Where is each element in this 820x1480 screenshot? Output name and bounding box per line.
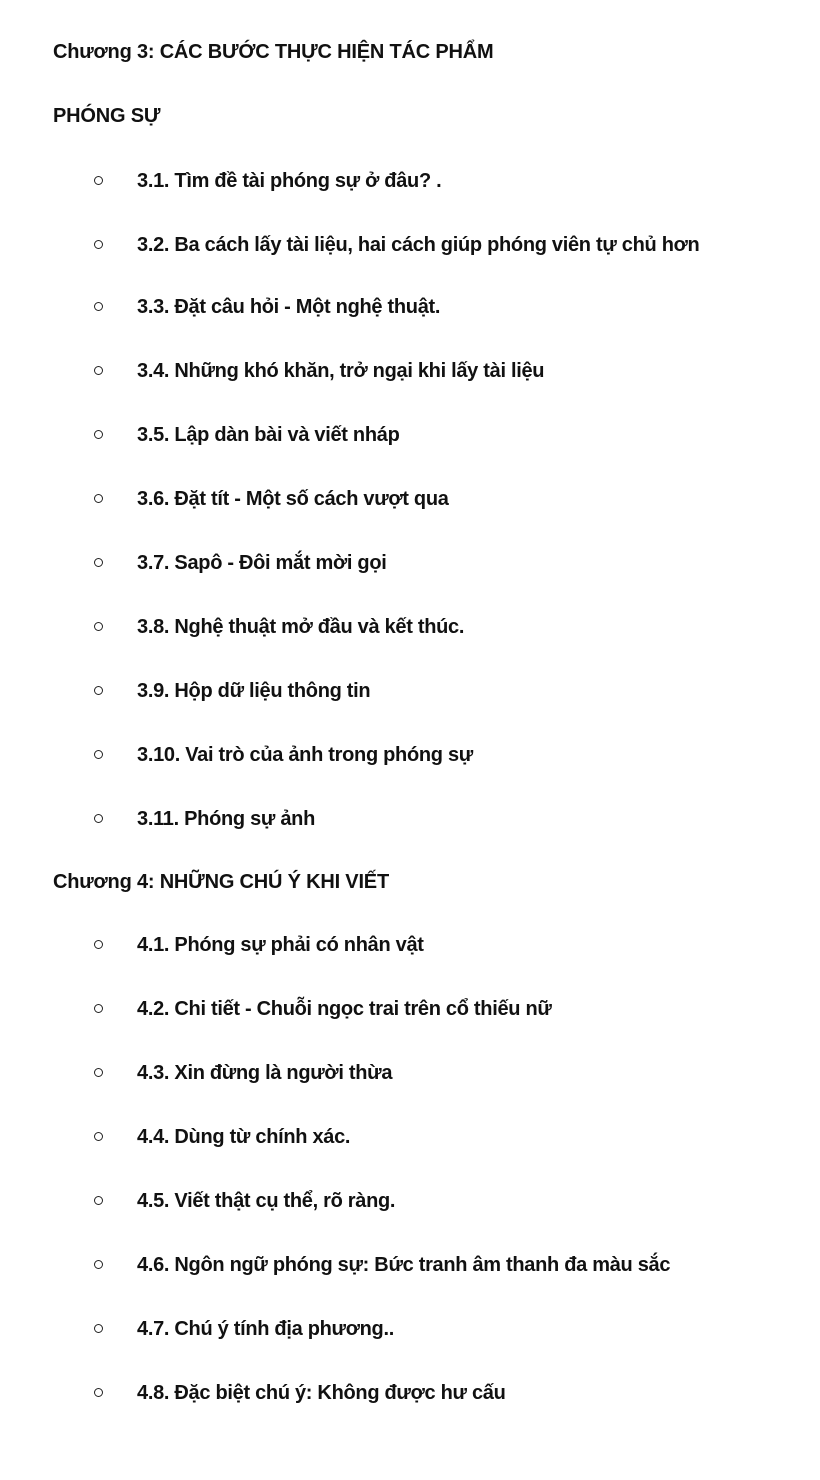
toc-item-label: 4.6. Ngôn ngữ phóng sự: Bức tranh âm thanh đa màu sắc [137, 1254, 671, 1276]
toc-item-label: 3.7. Sapô - Đôi mắt mời gọi [137, 552, 387, 574]
hollow-circle-bullet-icon [94, 1068, 103, 1077]
chapter-3-heading: Chương 3: CÁC BƯỚC THỰC HIỆN TÁC PHẨM [53, 41, 494, 63]
hollow-circle-bullet-icon [94, 494, 103, 503]
hollow-circle-bullet-icon [94, 1324, 103, 1333]
hollow-circle-bullet-icon [94, 814, 103, 823]
toc-item-label: 4.8. Đặc biệt chú ý: Không được hư cấu [137, 1382, 506, 1404]
hollow-circle-bullet-icon [94, 240, 103, 249]
toc-item-label: 3.1. Tìm đề tài phóng sự ở đâu? . [137, 170, 442, 192]
toc-item-label: 3.8. Nghệ thuật mở đầu và kết thúc. [137, 616, 465, 638]
hollow-circle-bullet-icon [94, 1388, 103, 1397]
hollow-circle-bullet-icon [94, 622, 103, 631]
toc-item-label: 4.7. Chú ý tính địa phương.. [137, 1318, 394, 1340]
hollow-circle-bullet-icon [94, 1132, 103, 1141]
toc-item-label: 4.5. Viết thật cụ thể, rõ ràng. [137, 1190, 396, 1212]
hollow-circle-bullet-icon [94, 302, 103, 311]
toc-item-label: 3.11. Phóng sự ảnh [137, 808, 316, 830]
hollow-circle-bullet-icon [94, 1196, 103, 1205]
toc-item-label: 3.5. Lập dàn bài và viết nháp [137, 424, 400, 446]
toc-item-label: 4.2. Chi tiết - Chuỗi ngọc trai trên cổ thiếu nữ [137, 998, 552, 1020]
toc-item-label: 4.3. Xin đừng là người thừa [137, 1062, 393, 1084]
hollow-circle-bullet-icon [94, 1260, 103, 1269]
hollow-circle-bullet-icon [94, 940, 103, 949]
toc-item-label: 4.1. Phóng sự phải có nhân vật [137, 934, 424, 956]
toc-item-label: 3.2. Ba cách lấy tài liệu, hai cách giúp phóng viên tự chủ hơn [137, 234, 700, 256]
chapter-3-heading-continued: PHÓNG SỰ [53, 105, 161, 127]
hollow-circle-bullet-icon [94, 750, 103, 759]
toc-item-label: 4.4. Dùng từ chính xác. [137, 1126, 351, 1148]
toc-item-label: 3.9. Hộp dữ liệu thông tin [137, 680, 371, 702]
toc-item-label: 3.10. Vai trò của ảnh trong phóng sự [137, 744, 473, 766]
hollow-circle-bullet-icon [94, 430, 103, 439]
hollow-circle-bullet-icon [94, 1004, 103, 1013]
hollow-circle-bullet-icon [94, 686, 103, 695]
hollow-circle-bullet-icon [94, 366, 103, 375]
hollow-circle-bullet-icon [94, 558, 103, 567]
toc-item-label: 3.3. Đặt câu hỏi - Một nghệ thuật. [137, 296, 441, 318]
chapter-4-heading: Chương 4: NHỮNG CHÚ Ý KHI VIẾT [53, 871, 389, 893]
toc-item-label: 3.6. Đặt tít - Một số cách vượt qua [137, 488, 449, 510]
hollow-circle-bullet-icon [94, 176, 103, 185]
toc-item-label: 3.4. Những khó khăn, trở ngại khi lấy tài liệu [137, 360, 545, 382]
